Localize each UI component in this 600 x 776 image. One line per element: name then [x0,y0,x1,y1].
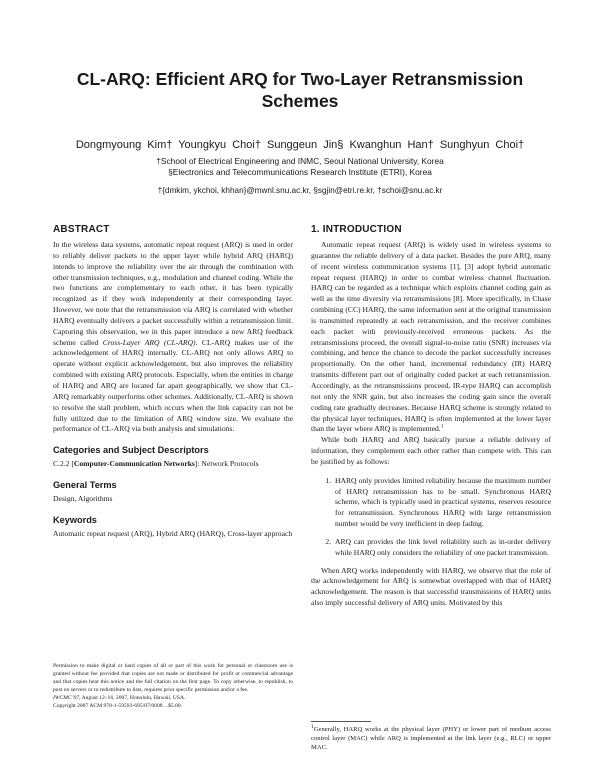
intro-paragraph-2: While both HARQ and ARQ basically pursue a reliable delivery of information, they complement each other rather than compete with. This can be justified by as follows: [311,435,551,466]
venue-name: IWCMC’07, [53,694,81,701]
keywords-text: Automatic repeat request (ARQ), Hybrid ARQ (HARQ), Cross-layer approach [53,528,293,538]
list-item: 1. HARQ only provides limited reliability because the maximum number of HARQ retransmission has to be small. Synchronous HARQ scheme, which is typically used in practical systems, reserves resource for retransmission. Synchronous HARQ with large retransmission number would be very inefficient in deep fading. [333,476,551,530]
intro-list [311,476,551,559]
footnote-rule [311,721,371,722]
categories-heading: Categories and Subject Descriptors [53,445,209,456]
abstract-text-scheme-name: Cross-Layer ARQ (CL-ARQ) [102,337,196,347]
general-terms-heading: General Terms [53,480,117,491]
permission-text: Permission to make digital or hard copies of all or part of this work for personal or classroom use is granted without fee provided that copies are not made or distributed for profit or commercial advantage and that copies bear this notice and the full citation on the first page. To copy otherwise, to republish, to post on servers or to redistribute to lists, requires prior specific permission and/or a fee. [53,663,293,693]
abstract-text-part2: . CL-ARQ makes use of the acknowledgement of HARQ internally. CL-ARQ not only allows ARQ to operate without explicit acknowledgement, but also improves the reliability combined with existing ARQ protocols. Especially, when the entities in charge of HARQ and ARQ are located far apart geographically, we show that CL-ARQ remarkably outperforms other schemes. Additionally, CL-ARQ is shown to resolve the stall problem, which occurs when the link capacity can not be fully utilized due to the limitation of ARQ window size. We evaluate the performance of CL-ARQ via both analysis and simulations. [53,337,294,434]
categories-text [53,459,293,470]
list-item: 2. ARQ can provides the link level reliability such as in-order delivery while HARQ only considers the reliability of one packet transmission. [333,537,551,559]
author-emails: †{dmkim, ykchoi, khhan}@mwnl.snu.ac.kr, §sgjin@etri.re.kr, †schoi@snu.ac.kr [157,186,443,195]
footnote-marker: 1 [440,423,444,430]
intro-paragraph-1 [311,240,551,435]
introduction-heading: 1. INTRODUCTION [311,224,402,235]
venue-details: August 12–16, 2007, Honolulu, Hawaii, USA. [80,694,186,701]
keywords-heading: Keywords [53,514,97,525]
footnote [311,725,551,752]
permission-notice [53,663,293,710]
intro-paragraph-1-text: Automatic repeat request (ARQ) is widely used in wireless systems to guarantee the reliable delivery of a data packet. Besides the pure ARQ, many of recent wireless communication systems [1], [3] adopt hybrid automatic repeat request (HARQ) in order to combat wireless channel fluctuation. HARQ can be regarded as a technique which exploits channel coding gain as well as the time diversity via retransmissions [8]. More specifically, in Chase combining (CC) HARQ, the same information sent at the original transmission is transmitted repeatedly at each retransmission, and the receiver combines each packet with previously-received erroneous packets. As the retransmissions proceed, the overall signal-to-noise ratio (SNR) increases via combining, and hence the chance to decode the packet successfully increases proportionally. On the other hand, incremental redundancy (IR) HARQ transmits different part out of originally coded packet at each retransmission. Accordingly, as the retransmissions proceed, IR-type HARQ can accomplish not only the SNR gain, but also increases the coding gain since the overall coding rate gradually decreases. Because HARQ scheme is strongly related to the physical layer techniques, HARQ is often implemented at the lower layer than the layer where ARQ is implemented. [311,240,551,434]
categories-code: C.2.2 [ [53,459,74,469]
intro-paragraph-3: When ARQ works independently with HARQ, we observe that the role of the acknowledgement for ARQ is somewhat overlapped with that of HARQ acknowledgement. The reason is that successful transmissions of HARQ units also imply successful delivery of ARQ units. Motivated by this [311,565,551,608]
affiliation-etri: §Electronics and Telecommunications Research Institute (ETRI), Korea [168,167,432,177]
abstract-text-part1: In the wireless data systems, automatic repeat request (ARQ) is used in order to reliably deliver packets to the upper layer while hybrid ARQ (HARQ) intends to improve the reliability over the air through the combination with other transmission techniques, e.g., modulation and channel coding. While the two functions are complementary to each other, it has been typically recognized as if they work independently at their corresponding layer. However, we note that the retransmission via ARQ is correlated with whether HARQ eventually delivers a packet successfully within a retransmission limit. Capturing this observation, we in this paper introduce a new ARQ feedback scheme called [53,240,293,347]
general-terms-text: Design, Algorithms [53,494,113,504]
author-list: Dongmyoung Kim† Youngkyu Choi† Sunggeun Jin§ Kwanghun Han† Sunghyun Choi† [75,139,525,151]
footnote-number: 1 [311,723,314,730]
abstract-heading: ABSTRACT [53,224,110,235]
categories-bold: Computer-Communication Networks [73,459,195,469]
left-column [53,223,293,540]
affiliation-snu: †School of Electrical Engineering and INMC, Seoul National University, Korea [156,156,444,166]
venue-line [53,695,293,703]
paper-title: CL-ARQ: Efficient ARQ for Two-Layer Retransmission Schemes [76,69,524,111]
affiliations [40,156,560,178]
right-column [311,223,551,609]
copyright-line: Copyright 2007 ACM 978-1-59593-695/07/0008 ...$5.00. [53,702,183,709]
categories-rest: ]: Network Protocols [194,459,259,469]
abstract-text [53,240,293,435]
footnote-text: Generally, HARQ works at the physical layer (PHY) or lower part of medium access control layer (MAC) while ARQ is implemented at the link layer (e.g., RLC) or upper MAC. [311,726,551,751]
